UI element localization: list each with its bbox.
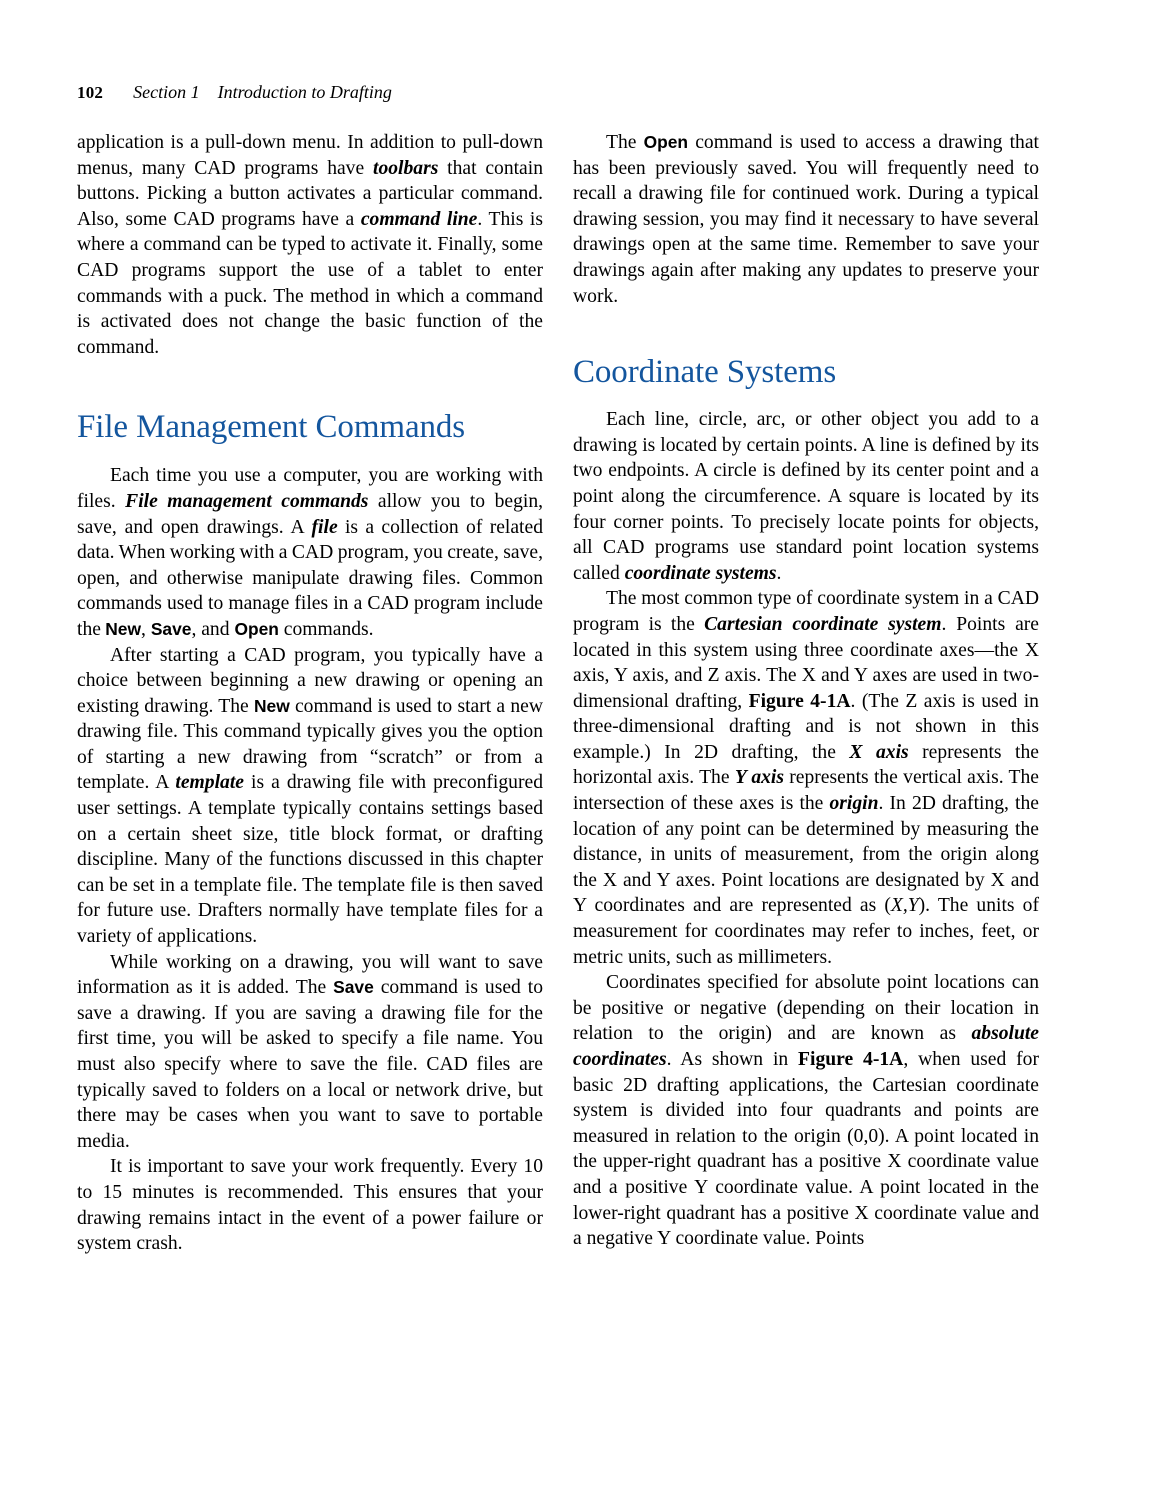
paragraph-application-pulldown <box>77 130 543 360</box>
paragraph-after-starting-cad <box>77 643 543 950</box>
text-run: is a collection of related data. When working with a CAD program, you create, save, open, and otherwise manipulate drawing files. Common commands used to manage files in a CAD program include the <box>77 516 543 640</box>
text-run: The <box>606 132 644 153</box>
heading-space-after <box>77 449 543 463</box>
figure-reference-4-1a: Figure 4-1A <box>798 1049 904 1070</box>
command-open: Open <box>234 618 279 639</box>
command-open: Open <box>643 132 689 152</box>
text-run: Coordinates specified for absolute point locations can be positive or negative (depending on their location in relation to the origin) and are known as <box>573 972 1039 1045</box>
text-run: represents the horizontal axis. The <box>573 741 1039 789</box>
right-column <box>573 130 1039 1252</box>
term-x-axis: X axis <box>849 741 909 763</box>
text-run: allow you to begin, save, and open drawings. A <box>77 490 544 538</box>
term-template: template <box>175 772 244 794</box>
text-run: that contain buttons. Picking a button activates a particular command. Also, some CAD programs have a <box>77 157 543 230</box>
paragraph-each-time-you-use <box>77 463 543 642</box>
coordinate-notation-xy: X,Y <box>890 895 919 917</box>
section-title: Introduction to Drafting <box>217 82 392 102</box>
text-run: is a drawing file with preconfigured user settings. A template typically contains settings based on a certain sheet size, title block format, or drafting discipline. Many of the functions discussed in this chapter can be set in a template file. The template file is then saved for future use. Drafters normally have template files for a variety of applications. <box>77 772 543 948</box>
text-run: represents the vertical axis. The intersection of these axes is the <box>573 767 1039 815</box>
text-run: . In 2D drafting, the location of any point can be determined by measuring the distance, in units of measurement, from the origin along the X and Y axes. Point locations are designated by X and Y coordinates and are represented as ( <box>573 793 1039 917</box>
text-run: ). The units of measurement for coordinates may refer to inches, feet, or metric units, such as millimeters. <box>573 895 1039 968</box>
term-y-axis: Y axis <box>734 767 784 789</box>
text-run: The most common type of coordinate system in a CAD program is the <box>573 588 1039 635</box>
term-origin: origin <box>829 793 879 815</box>
command-new: New <box>253 695 290 716</box>
term-absolute-coordinates: absolute coordinates <box>573 1023 1039 1070</box>
page-number: 102 <box>77 83 104 102</box>
figure-reference-4-1a: Figure 4-1A <box>748 690 851 712</box>
text-run: Each line, circle, arc, or other object you add to a drawing is located by certain points. A line is defined by its two endpoints. A circle is defined by its center point and a point along the circumference. A square is located by its four corner points. To precisely locate points for objects, all CAD programs use standard point location systems called <box>573 409 1039 584</box>
text-run: command is used to start a new drawing file. This command typically gives you the option of starting a new drawing from “scratch” or from a template. A <box>77 695 543 794</box>
left-column <box>77 130 543 1257</box>
term-coordinate-systems: coordinate systems <box>624 562 777 584</box>
heading-space-before <box>77 360 543 406</box>
section-label: Section 1 <box>133 82 200 102</box>
heading-space-before <box>573 309 1039 351</box>
paragraph-save-frequently: It is important to save your work frequently. Every 10 to 15 minutes is recommended. This ensures that your drawing remains intact in the event of a power failure or system crash. <box>77 1156 543 1255</box>
heading-file-management-commands: File Management Commands <box>77 409 466 446</box>
term-file: file <box>311 516 338 538</box>
paragraph-most-common-coordinate-system <box>573 586 1039 970</box>
text-run: . This is where a command can be typed to activate it. Finally, some CAD programs support the use of a tablet to enter commands with a puck. The method in which a command is activated does not change the basic function of the command. <box>77 208 543 358</box>
heading-coordinate-systems: Coordinate Systems <box>573 354 837 391</box>
text-run: , <box>141 618 151 640</box>
text-run: . As shown in <box>666 1049 799 1070</box>
running-head <box>77 82 1057 106</box>
term-cartesian-coordinate-system: Cartesian coordinate system <box>704 613 942 635</box>
paragraph-absolute-coordinates <box>573 970 1039 1252</box>
text-run: application is a pull-down menu. In addition to pull-down menus, many CAD programs have <box>77 132 543 179</box>
text-run: commands. <box>278 618 374 640</box>
term-file-management-commands: File management commands <box>125 490 369 512</box>
paragraph-open-command <box>573 130 1039 309</box>
text-run: . <box>776 562 782 584</box>
text-run: , when used for basic 2D drafting applications, the Cartesian coordinate system is divided into four quadrants and points are measured in relation to the origin (0,0). A point located in the upper-right quadrant has a positive X coordinate value and a positive Y coordinate value. A point located in the lower-right quadrant has a positive X coordinate value and a negative Y coordinate value. Points <box>573 1049 1039 1250</box>
text-run: After starting a CAD program, you typically have a choice between beginning a new drawing or opening an existing drawing. The <box>77 644 543 717</box>
text-run: . (The Z axis is used in three-dimensional drafting and is not shown in this example.) In 2D drafting, the <box>573 690 1039 763</box>
term-toolbars: toolbars <box>373 157 439 179</box>
paragraph-while-working-save <box>77 950 543 1155</box>
text-run: command is used to access a drawing that has been previously saved. You will frequently need to recall a drawing file for continued work. During a typical drawing session, you may find it necessary to have several drawings open at the same time. Remember to save your drawings again after making any updates to preserve your work. <box>573 132 1039 307</box>
text-run: While working on a drawing, you will want to save information as it is added. The <box>77 951 543 999</box>
command-new: New <box>105 618 142 639</box>
text-run: . Points are located in this system using three coordinate axes—the X axis, Y axis, and Z axis. The X and Y axes are used in two-dimensional drafting, <box>573 613 1039 712</box>
text-run: Each time you use a computer, you are working with files. <box>77 465 543 512</box>
paragraph-each-line-circle-arc <box>573 407 1039 586</box>
command-save: Save <box>333 977 374 998</box>
heading-space-after <box>573 394 1039 407</box>
text-run: command is used to save a drawing. If you are saving a drawing file for the first time, you will be asked to specify a file name. You must also specify where to save the file. CAD files are typically saved to folders on a local or network drive, but there may be cases when you want to save to portable media. <box>77 977 543 1152</box>
term-command-line: command line <box>360 208 478 230</box>
command-save: Save <box>150 618 192 639</box>
text-run: , and <box>191 618 235 640</box>
